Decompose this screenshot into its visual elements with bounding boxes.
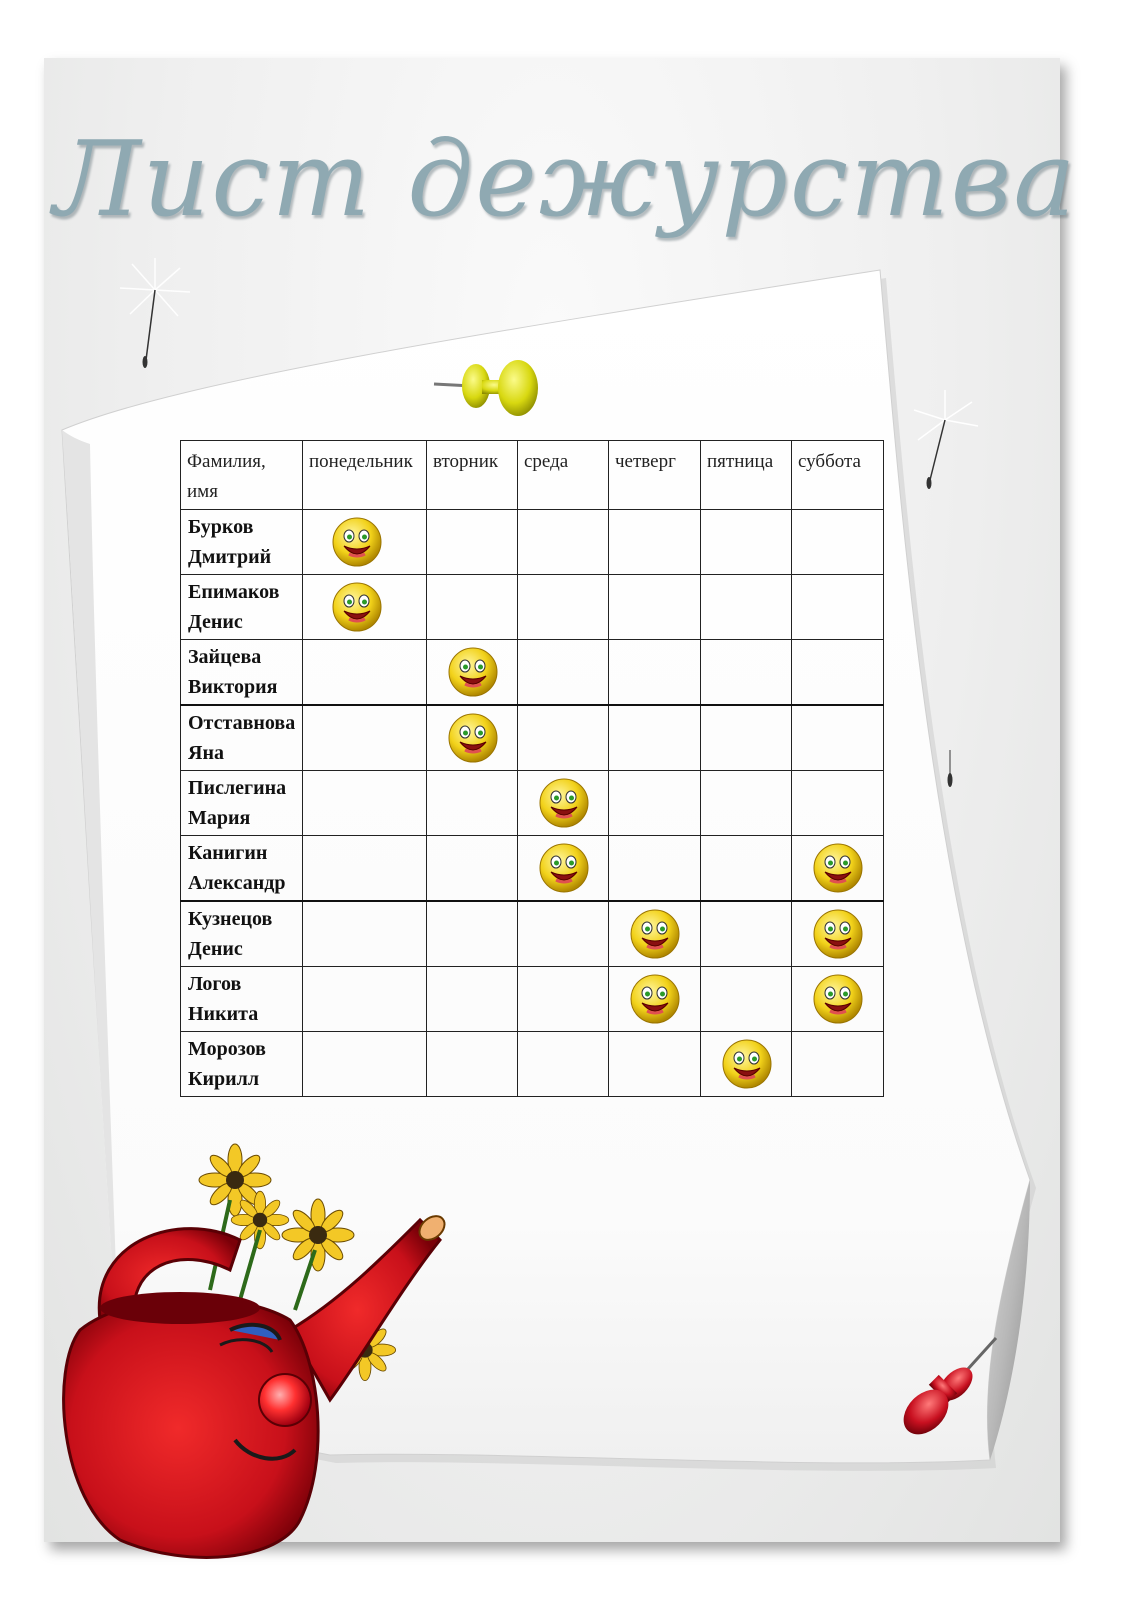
duty-cell: [303, 640, 427, 706]
duty-cell: [701, 575, 792, 640]
duty-cell: [303, 510, 427, 575]
table-row: [181, 1032, 884, 1097]
header-line: имя: [187, 481, 218, 502]
smiley-icon: [538, 777, 590, 829]
duty-cell: [701, 640, 792, 706]
table-row: [181, 705, 884, 771]
student-first-name: Мария: [188, 807, 251, 829]
student-first-name: Денис: [188, 938, 243, 960]
smiley-icon: [331, 516, 383, 568]
duty-cell: [792, 836, 884, 902]
header-line: Фамилия,: [187, 451, 266, 472]
smiley-icon: [629, 908, 681, 960]
duty-cell: [303, 575, 427, 640]
duty-cell: [701, 705, 792, 771]
smiley-icon: [812, 973, 864, 1025]
student-surname: Морозов: [188, 1038, 266, 1060]
duty-cell: [792, 510, 884, 575]
student-first-name: Денис: [188, 611, 243, 633]
student-surname: Пислегина: [188, 777, 287, 799]
column-header-friday: пятница: [701, 441, 792, 510]
duty-cell: [609, 771, 701, 836]
duty-cell: [518, 705, 609, 771]
duty-cell: [518, 510, 609, 575]
duty-cell: [427, 1032, 518, 1097]
duty-cell: [518, 1032, 609, 1097]
duty-cell: [427, 901, 518, 967]
duty-cell: [303, 967, 427, 1032]
table-row: [181, 836, 884, 902]
student-first-name: Дмитрий: [188, 546, 272, 568]
table-row: [181, 510, 884, 575]
duty-cell: [609, 705, 701, 771]
duty-cell: [518, 640, 609, 706]
student-first-name: Никита: [188, 1003, 259, 1025]
duty-cell: [701, 1032, 792, 1097]
duty-cell: [427, 771, 518, 836]
student-name-cell: [181, 836, 303, 902]
column-header-tuesday: вторник: [427, 441, 518, 510]
student-surname: Зайцева: [188, 646, 262, 668]
student-first-name: Виктория: [188, 676, 278, 698]
duty-cell: [792, 575, 884, 640]
student-first-name: Яна: [188, 742, 224, 764]
student-surname: Епимаков: [188, 581, 280, 603]
duty-cell: [609, 836, 701, 902]
table-row: [181, 575, 884, 640]
student-name-cell: [181, 967, 303, 1032]
column-header-name: [181, 441, 303, 510]
duty-cell: [427, 640, 518, 706]
student-name-cell: [181, 1032, 303, 1097]
duty-cell: [609, 640, 701, 706]
smiley-icon: [812, 842, 864, 894]
table-row: [181, 967, 884, 1032]
duty-cell: [701, 967, 792, 1032]
duty-cell: [518, 771, 609, 836]
column-header-thursday: четверг: [609, 441, 701, 510]
student-surname: Отставнова: [188, 712, 296, 734]
duty-cell: [609, 1032, 701, 1097]
column-header-saturday: суббота: [792, 441, 884, 510]
duty-cell: [518, 575, 609, 640]
duty-cell: [609, 901, 701, 967]
duty-cell: [792, 705, 884, 771]
duty-cell: [427, 510, 518, 575]
duty-cell: [518, 901, 609, 967]
column-header-wednesday: среда: [518, 441, 609, 510]
smiley-icon: [331, 581, 383, 633]
duty-cell: [303, 901, 427, 967]
student-name-cell: [181, 705, 303, 771]
duty-cell: [792, 640, 884, 706]
duty-cell: [701, 510, 792, 575]
student-name-cell: [181, 901, 303, 967]
smiley-icon: [538, 842, 590, 894]
table-header-row: [181, 441, 884, 510]
duty-cell: [701, 836, 792, 902]
smiley-icon: [447, 712, 499, 764]
duty-cell: [518, 836, 609, 902]
duty-cell: [609, 575, 701, 640]
student-surname: Канигин: [188, 842, 268, 864]
duty-cell: [609, 510, 701, 575]
smiley-icon: [721, 1038, 773, 1090]
duty-cell: [427, 967, 518, 1032]
watering-can-icon: [40, 1140, 460, 1560]
smiley-icon: [812, 908, 864, 960]
table-row: [181, 640, 884, 706]
duty-cell: [701, 771, 792, 836]
table-body: [181, 510, 884, 1097]
column-header-monday: понедельник: [303, 441, 427, 510]
student-name-cell: [181, 510, 303, 575]
duty-cell: [303, 836, 427, 902]
student-first-name: Кирилл: [188, 1068, 260, 1090]
smiley-icon: [629, 973, 681, 1025]
duty-cell: [792, 967, 884, 1032]
yellow-pushpin-icon: [432, 352, 542, 422]
smiley-icon: [447, 646, 499, 698]
duty-cell: [303, 705, 427, 771]
duty-cell: [427, 705, 518, 771]
duty-table: [180, 440, 884, 1097]
student-name-cell: [181, 771, 303, 836]
duty-cell: [609, 967, 701, 1032]
red-pushpin-icon: [896, 1332, 1006, 1442]
duty-cell: [792, 901, 884, 967]
duty-cell: [701, 901, 792, 967]
student-surname: Логов: [188, 973, 242, 995]
student-first-name: Александр: [188, 872, 286, 894]
duty-cell: [303, 1032, 427, 1097]
duty-cell: [427, 575, 518, 640]
student-surname: Бурков: [188, 516, 254, 538]
student-surname: Кузнецов: [188, 908, 273, 930]
duty-cell: [303, 771, 427, 836]
table-row: [181, 901, 884, 967]
duty-cell: [792, 1032, 884, 1097]
student-name-cell: [181, 575, 303, 640]
student-name-cell: [181, 640, 303, 706]
table-row: [181, 771, 884, 836]
duty-cell: [427, 836, 518, 902]
duty-cell: [518, 967, 609, 1032]
page-title: Лист дежурства: [53, 118, 1078, 240]
duty-cell: [792, 771, 884, 836]
